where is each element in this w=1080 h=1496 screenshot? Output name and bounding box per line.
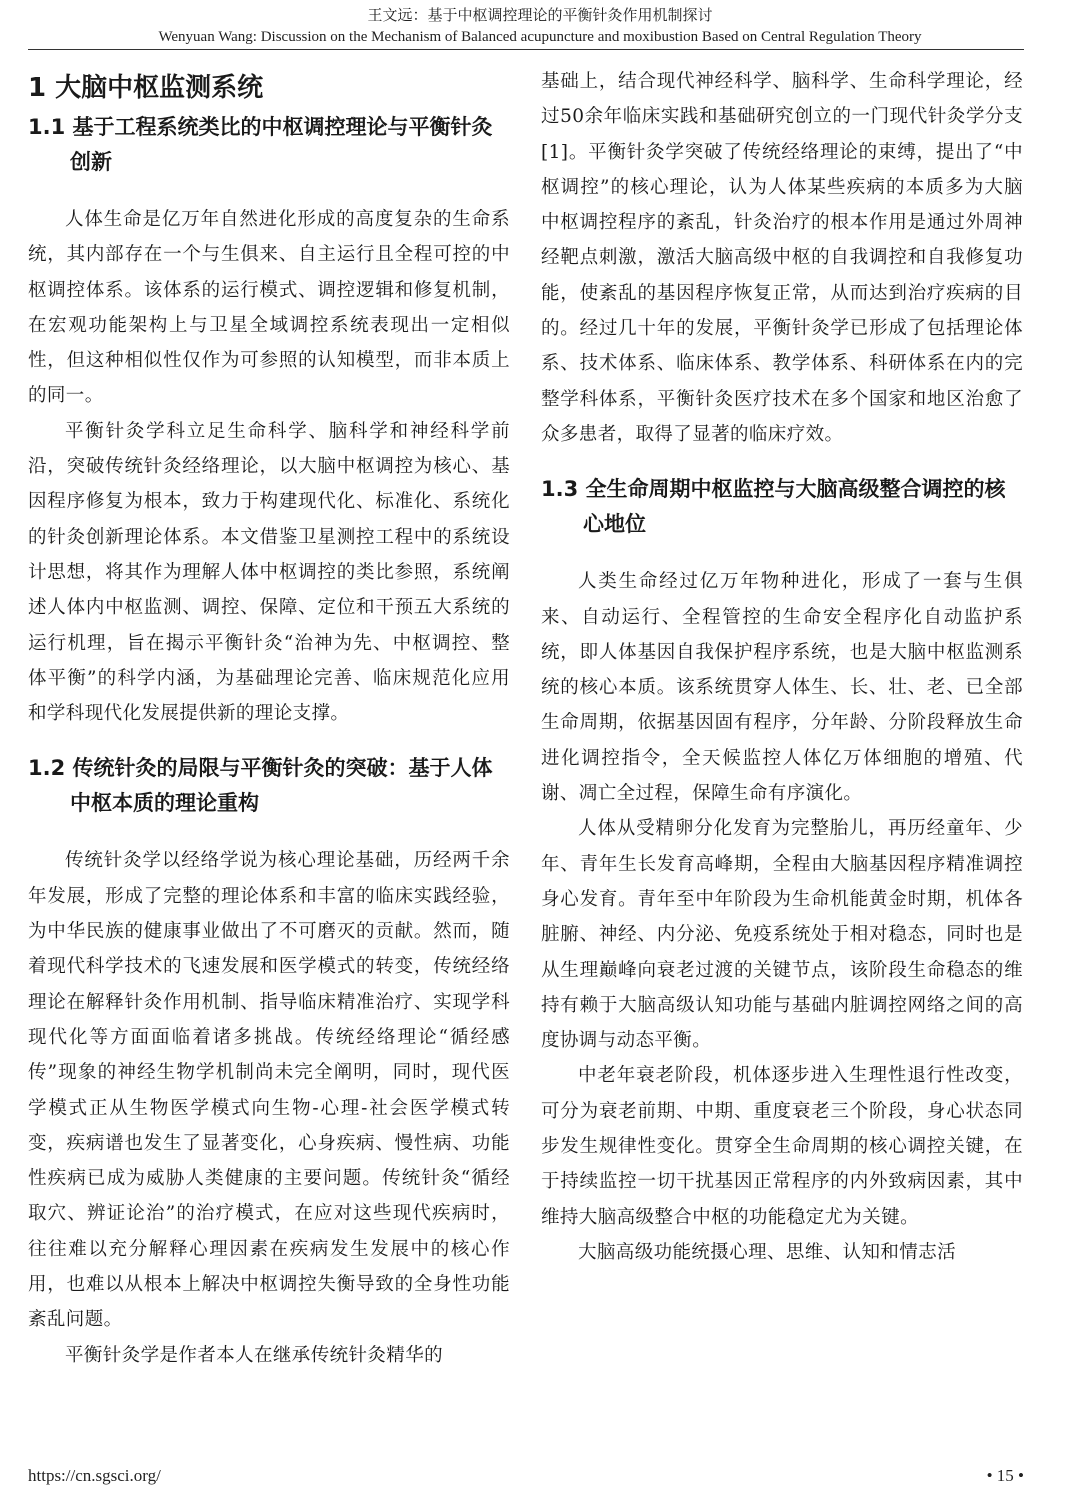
running-head-title-en: Wenyuan Wang: Discussion on the Mechanism of Balanced acupuncture and moxibustion Based on Central Regulation Theory [158, 29, 922, 45]
paragraph: 人体从受精卵分化发育为完整胎儿，再历经童年、少年、青年生长发育高峰期，全程由大脑基因程序精准调控身心发育。青年至中年阶段为生命机能黄金时期，机体各脏腑、神经、内分泌、免疫系统处于相对稳态，同时也是从生理巅峰向衰老过渡的关键节点，该阶段生命稳态的维持有赖于大脑高级认知功能与基础内脏调控网络之间的高度协调与动态平衡。 [541, 818, 1023, 1052]
paragraph-continued: 基础上，结合现代神经科学、脑科学、生命科学理论，经过50余年临床实践和基础研究创立的一门现代针灸学分支[1]。平衡针灸学突破了传统经络理论的束缚，提出了“中枢调控”的核心理论，认为人体某些疾病的本质多为大脑中枢调控程序的紊乱，针灸治疗的根本作用是通过外周神经靶点刺激，激活大脑高级中枢的自我调控和自我修复功能，使紊乱的基因程序恢复正常，从而达到治疗疾病的目的。经过几十年的发展，平衡针灸学已形成了包括理论体系、技术体系、临床体系、教学体系、科研体系在内的完整学科体系，平衡针灸医疗技术在多个国家和地区治愈了众多患者，取得了显著的临床疗效。 [541, 71, 1023, 445]
section-1-1-heading: 1.1 基于工程系统类比的中枢调控理论与平衡针灸创新 [28, 115, 493, 174]
footer-url-link[interactable]: https://cn.sgsci.org/ [28, 1466, 161, 1485]
page-number: • 15 • [986, 1466, 1024, 1485]
paragraph: 大脑高级功能统摄心理、思维、认知和情志活 [578, 1241, 957, 1263]
left-column [28, 64, 510, 1373]
header-divider [28, 49, 1024, 50]
paragraph: 平衡针灸学科立足生命科学、脑科学和神经科学前沿，突破传统针灸经络理论，以大脑中枢调控为核心、基因程序修复为根本，致力于构建现代化、标准化、系统化的针灸创新理论体系。本文借鉴卫星测控工程中的系统设计思想，将其作为理解人体中枢调控的类比参照，系统阐述人体内中枢监测、调控、保障、定位和干预五大系统的运行机理，旨在揭示平衡针灸“治神为先、中枢调控、整体平衡”的科学内涵，为基础理论完善、临床规范化应用和学科现代化发展提供新的理论支撑。 [28, 420, 510, 725]
section-1-heading: 1 大脑中枢监测系统 [28, 73, 264, 103]
paragraph: 人体生命是亿万年自然进化形成的高度复杂的生命系统，其内部存在一个与生俱来、自主运行且全程可控的中枢调控体系。该体系的运行模式、调控逻辑和修复机制，在宏观功能架构上与卫星全域调控系统表现出一定相似性，但这种相似性仅作为可参照的认知模型，而非本质上的同一。 [28, 209, 510, 407]
running-head-title-cn: 王文远：基于中枢调控理论的平衡针灸作用机制探讨 [367, 6, 713, 24]
section-1-3-heading: 1.3 全生命周期中枢监控与大脑高级整合调控的核心地位 [541, 477, 1006, 537]
section-1-2-heading: 1.2 传统针灸的局限与平衡针灸的突破：基于人体中枢本质的理论重构 [28, 756, 493, 816]
paragraph: 人类生命经过亿万年物种进化，形成了一套与生俱来、自动运行、全程管控的生命安全程序化自动监护系统，即人体基因自我保护程序系统，也是大脑中枢监测系统的核心本质。该系统贯穿人体生、长、壮、老、已全部生命周期，依据基因固有程序，分年龄、分阶段释放生命进化调控指令，全天候监控人体亿万体细胞的增殖、代谢、凋亡全过程，保障生命有序演化。 [541, 571, 1023, 805]
right-column [541, 64, 1023, 1270]
running-head [0, 4, 1080, 48]
paragraph: 平衡针灸学是作者本人在继承传统针灸精华的 [65, 1344, 444, 1366]
paragraph: 中老年衰老阶段，机体逐步进入生理性退行性改变，可分为衰老前期、中期、重度衰老三个阶段，身心状态同步发生规律性变化。贯穿全生命周期的核心调控关键，在于持续监控一切干扰基因正常程序的内外致病因素，其中维持大脑高级整合中枢的功能稳定尤为关键。 [541, 1065, 1023, 1228]
paragraph: 传统针灸学以经络学说为核心理论基础，历经两千余年发展，形成了完整的理论体系和丰富的临床实践经验，为中华民族的健康事业做出了不可磨灭的贡献。然而，随着现代科学技术的飞速发展和医学模式的转变，传统经络理论在解释针灸作用机制、指导临床精准治疗、实现学科现代化等方面面临着诸多挑战。传统经络理论“循经感传”现象的神经生物学机制尚未完全阐明，同时，现代医学模式正从生物医学模式向生物-心理-社会医学模式转变，疾病谱也发生了显著变化，心身疾病、慢性病、功能性疾病已成为威胁人类健康的主要问题。传统针灸“循经取穴、辨证论治”的治疗模式，在应对这些现代疾病时，往往难以充分解释心理因素在疾病发生发展中的核心作用，也难以从根本上解决中枢调控失衡导致的全身性功能紊乱问题。 [28, 850, 510, 1331]
